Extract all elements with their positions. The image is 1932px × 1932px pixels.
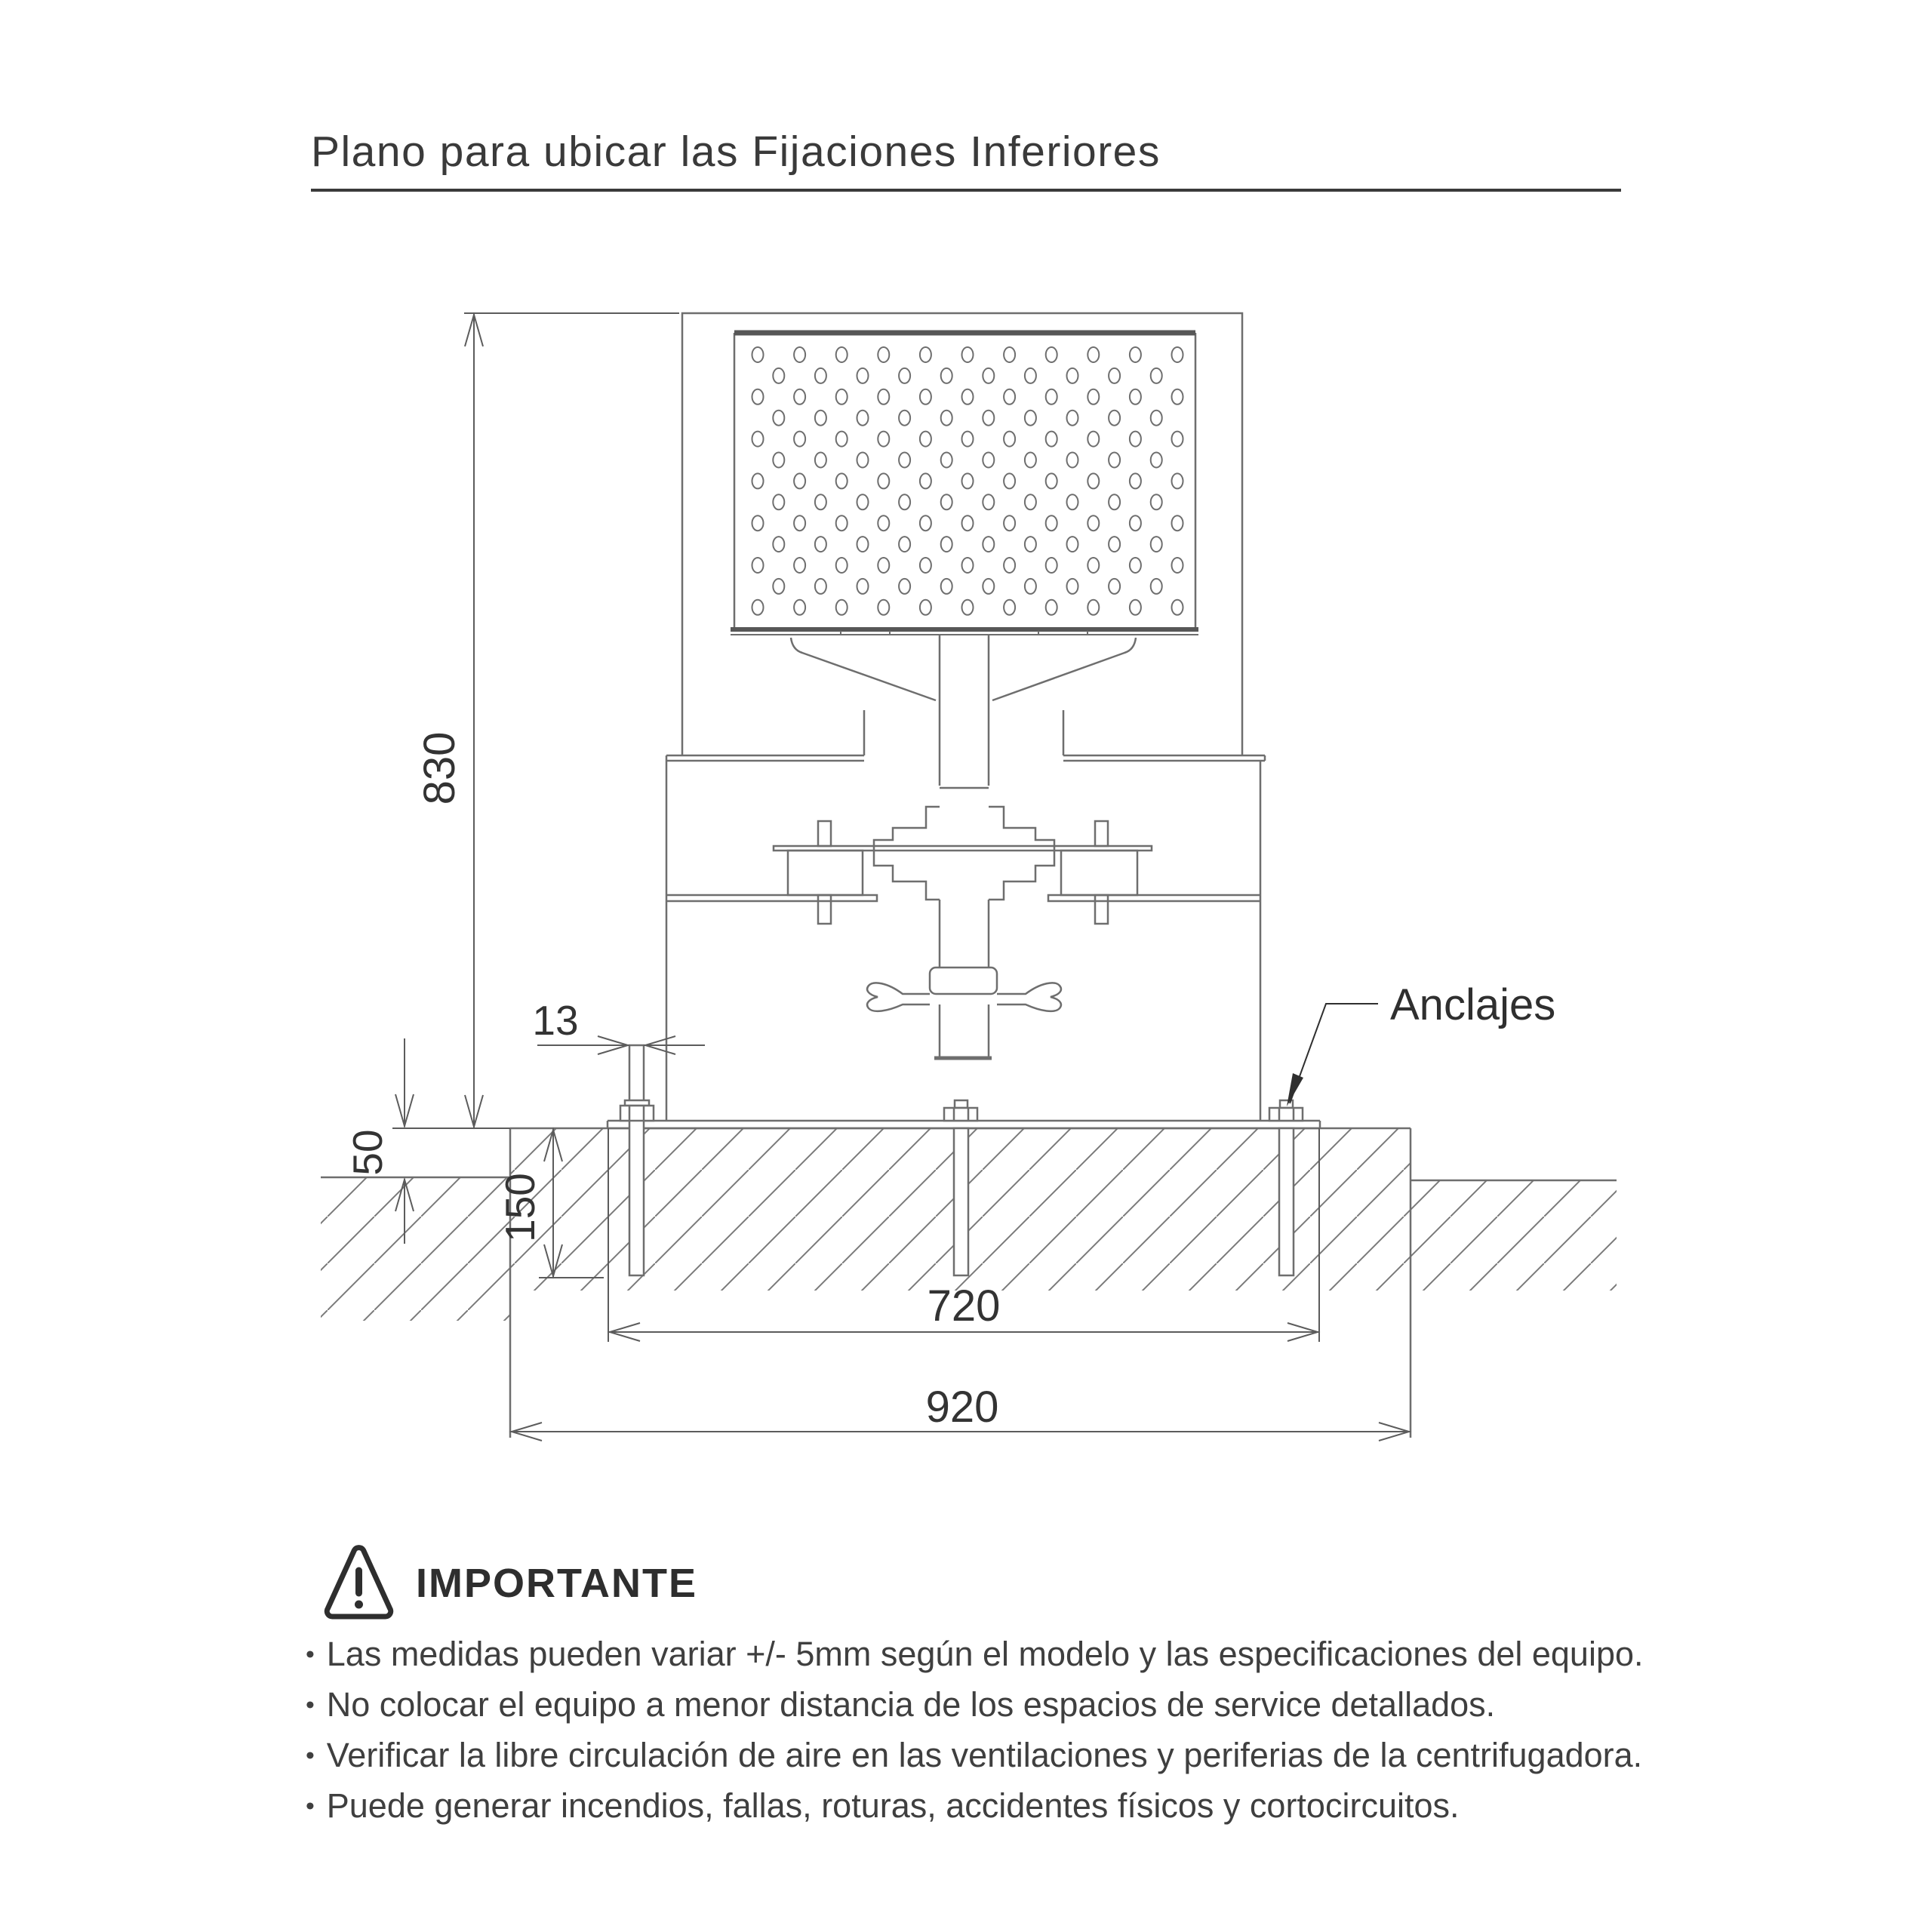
mount-stud-right [1095, 821, 1108, 846]
note-text: Verificar la libre circulación de aire en las ventilaciones y periferias de la centrifugadora. [326, 1736, 1643, 1774]
bearing-block [874, 807, 1054, 900]
pulley-right [1061, 851, 1137, 895]
hub-block [930, 968, 997, 994]
dim-label-50: 50 [344, 1129, 391, 1176]
right-soil-hatch [1411, 1180, 1617, 1291]
dim-label-830: 830 [415, 731, 464, 805]
lower-body [666, 761, 1260, 1121]
bullet-marker: • [305, 1791, 315, 1820]
dim-label-920: 920 [925, 1383, 999, 1432]
left-soil-hatch [321, 1177, 510, 1321]
list-item [304, 1730, 1783, 1780]
dim-label-720: 720 [927, 1281, 1001, 1331]
centrifuge-machine [608, 313, 1320, 1128]
wrench-arm-left [867, 983, 930, 1011]
note-text: Las medidas pueden variar +/- 5mm según el modelo y las especificaciones del equipo. [326, 1635, 1644, 1673]
shaft-upper [940, 635, 989, 788]
housing-flange [666, 755, 1265, 761]
perforated-basket [731, 333, 1198, 635]
anchors-leader-line [1290, 1004, 1378, 1103]
list-item [304, 1679, 1783, 1730]
dimension-labels [344, 732, 1555, 1432]
bullet-marker: • [305, 1690, 315, 1719]
pulley-bolt-left [818, 895, 831, 924]
note-text: No colocar el equipo a menor distancia de los espacios de service detallados. [326, 1685, 1496, 1724]
motor-mount-assembly [666, 821, 1260, 924]
warning-triangle-icon [323, 1545, 395, 1622]
shaft-lower [940, 1004, 989, 1057]
basket-holes [752, 347, 1183, 615]
pulley-left [788, 851, 863, 895]
bullet-marker: • [305, 1639, 315, 1669]
shaft-mid [940, 900, 989, 968]
bullet-marker: • [305, 1740, 315, 1770]
note-text: Puede generar incendios, fallas, roturas, accidentes físicos y cortocircuitos. [326, 1786, 1460, 1825]
important-notes-list [304, 1629, 1783, 1831]
mount-stud-left [818, 821, 831, 846]
body-divider [666, 895, 1260, 901]
basket-funnel [791, 638, 1136, 700]
housing-opening [864, 710, 1063, 755]
upper-housing [682, 313, 1242, 755]
page-title: Plano para ubicar las Fijaciones Inferiores [311, 128, 1161, 176]
base-plate [608, 1121, 1320, 1128]
wrench-arm-right [997, 983, 1061, 1011]
dim-label-13: 13 [532, 997, 579, 1044]
basket-walls [734, 333, 1195, 629]
anchors-label: Anclajes [1390, 980, 1556, 1029]
important-heading: IMPORTANTE [416, 1561, 697, 1606]
list-item [304, 1780, 1783, 1831]
important-section [323, 1544, 697, 1623]
dim-label-150: 150 [497, 1173, 543, 1242]
anchors-leader-arrow-icon [1287, 1073, 1303, 1106]
pulley-bolt-right [1095, 895, 1108, 924]
lower-hub-assembly [867, 968, 1061, 1011]
list-item [304, 1629, 1783, 1679]
